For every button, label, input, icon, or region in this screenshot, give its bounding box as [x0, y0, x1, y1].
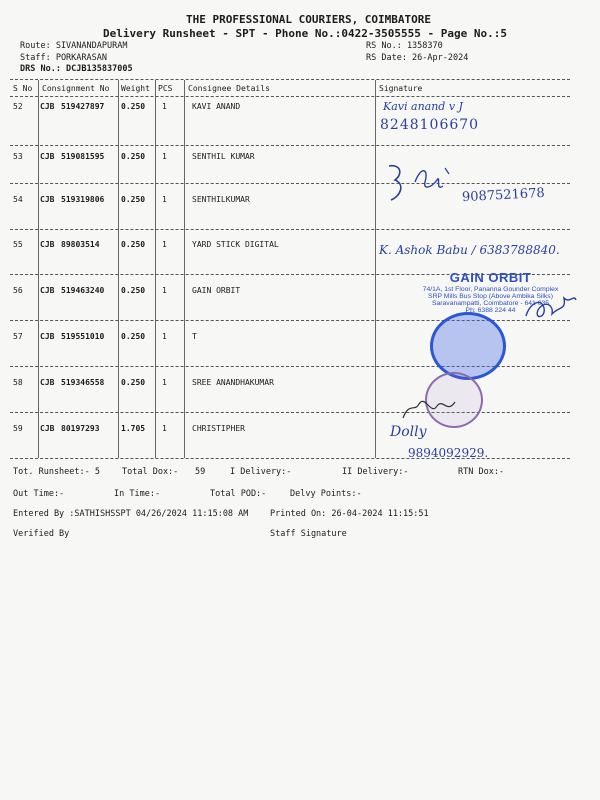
stamp-address-line: SRP Mills Bus Stop (Above Ambika Silks) — [428, 293, 553, 300]
row-cjb: CJB — [40, 152, 55, 161]
row-weight: 1.705 — [121, 424, 146, 433]
row-pcs: 1 — [162, 378, 167, 387]
total-pod: Total POD:- — [210, 489, 267, 499]
entered-by: Entered By :SATHISHSSPT 04/26/2024 11:15:08 AM — [13, 509, 249, 519]
route: Route: SIVANANDAPURAM — [20, 41, 128, 51]
row-cjb: CJB — [40, 424, 55, 433]
row-sno: 53 — [13, 152, 23, 161]
out-time: Out Time:- — [13, 489, 65, 499]
total-runsheet: Tot. Runsheet:- 5 — [13, 467, 100, 477]
handwritten-phone: 9087521678 — [461, 185, 546, 206]
runsheet-title: Delivery Runsheet - SPT - Phone No.:0422-3505555 - Page No.:5 — [103, 27, 507, 40]
staff-signature: Staff Signature — [270, 529, 347, 539]
stamp-address-line: 74/1A, 1st Floor, Pananna Gounder Complex — [422, 286, 559, 293]
rs-number: RS No.: 1358370 — [366, 41, 443, 51]
handwritten-name-phone: K. Ashok Babu / 6383788840. — [379, 243, 560, 257]
col-header-consignment: Consignment No — [42, 84, 110, 93]
stamp-address-line: Saravanampatti, Coimbatore - 641 035 — [431, 300, 550, 307]
row-consignment: 519081595 — [61, 152, 105, 161]
row-sno: 57 — [13, 332, 23, 341]
row-sno: 52 — [13, 102, 23, 111]
row-consignment: 89803514 — [61, 240, 100, 249]
col-header-sno: S No — [13, 84, 33, 93]
row-divider — [10, 229, 570, 230]
handwritten-phone: 9894092929. — [408, 446, 489, 460]
stamp-phone-line: Ph: 6388 224 44 — [465, 307, 516, 314]
col-divider — [118, 80, 119, 458]
col-header-consignee: Consignee Details — [188, 84, 270, 93]
row-weight: 0.250 — [121, 286, 146, 295]
total-dox-value: 59 — [195, 467, 206, 477]
col-header-pcs: PCS — [158, 84, 173, 93]
row-cjb: CJB — [40, 195, 55, 204]
row-divider — [10, 412, 570, 413]
col-divider — [184, 80, 185, 458]
row-consignee: T — [192, 332, 197, 341]
row-consignment: 519463240 — [61, 286, 105, 295]
row-consignment: 519346558 — [61, 378, 105, 387]
row-consignment: 80197293 — [61, 424, 100, 433]
row-cjb: CJB — [40, 332, 55, 341]
header-bottom-rule — [10, 96, 570, 97]
row-pcs: 1 — [162, 152, 167, 161]
i-delivery: I Delivery:- — [230, 467, 292, 477]
verified-by: Verified By — [13, 529, 70, 539]
row-weight: 0.250 — [121, 378, 146, 387]
row-consignment: 519551010 — [61, 332, 105, 341]
printed-on: Printed On: 26-04-2024 11:15:51 — [270, 509, 429, 519]
row-consignee: SREE ANANDHAKUMAR — [192, 378, 274, 387]
row-weight: 0.250 — [121, 195, 146, 204]
row-pcs: 1 — [162, 424, 167, 433]
row-consignee: YARD STICK DIGITAL — [192, 240, 279, 249]
row-cjb: CJB — [40, 240, 55, 249]
row-weight: 0.250 — [121, 152, 146, 161]
table-top-rule — [10, 79, 570, 80]
col-header-weight: Weight — [121, 84, 150, 93]
row-cjb: CJB — [40, 286, 55, 295]
col-header-signature: Signature — [379, 84, 423, 93]
staff: Staff: PORKARASAN — [20, 53, 107, 63]
row-sno: 54 — [13, 195, 23, 204]
row-pcs: 1 — [162, 102, 167, 111]
rs-date: RS Date: 26-Apr-2024 — [366, 53, 469, 63]
row-consignment: 519319806 — [61, 195, 105, 204]
row-sno: 55 — [13, 240, 23, 249]
row-pcs: 1 — [162, 332, 167, 341]
row-consignee: CHRISTIPHER — [192, 424, 245, 433]
rtn-dox: RTN Dox:- — [458, 467, 505, 477]
row-pcs: 1 — [162, 240, 167, 249]
row-consignee: GAIN ORBIT — [192, 286, 241, 295]
row-divider — [10, 145, 570, 146]
delivery-points: Delvy Points:- — [290, 489, 362, 499]
row-sno: 59 — [13, 424, 23, 433]
row-consignee: KAVI ANAND — [192, 102, 241, 111]
company-name: THE PROFESSIONAL COURIERS, COIMBATORE — [186, 13, 432, 26]
company-seal-stamp — [430, 312, 506, 380]
handwritten-name: Dolly — [390, 424, 427, 440]
signature-scribble — [395, 388, 485, 424]
col-divider — [155, 80, 156, 458]
col-divider — [38, 80, 39, 458]
row-weight: 0.250 — [121, 240, 146, 249]
drs-number: DRS No.: DCJB135837005 — [20, 64, 133, 74]
row-cjb: CJB — [40, 102, 55, 111]
col-divider — [375, 80, 376, 458]
row-weight: 0.250 — [121, 332, 146, 341]
handwritten-phone: 8248106670 — [380, 117, 480, 133]
stamp-company-name: GAIN ORBIT — [449, 270, 532, 285]
row-cjb: CJB — [40, 378, 55, 387]
row-weight: 0.250 — [121, 102, 146, 111]
row-divider — [10, 183, 570, 184]
row-consignee: SENTHIL KUMAR — [192, 152, 255, 161]
row-consignee: SENTHILKUMAR — [192, 195, 250, 204]
signature-scribble — [385, 160, 465, 208]
row-sno: 56 — [13, 286, 23, 295]
handwritten-name: Kavi anand v J — [383, 100, 463, 113]
row-sno: 58 — [13, 378, 23, 387]
signature-scribble — [520, 290, 580, 326]
row-pcs: 1 — [162, 286, 167, 295]
ii-delivery: II Delivery:- — [342, 467, 409, 477]
total-dox-label: Total Dox:- — [122, 467, 179, 477]
row-consignment: 519427897 — [61, 102, 105, 111]
in-time: In Time:- — [114, 489, 161, 499]
row-pcs: 1 — [162, 195, 167, 204]
